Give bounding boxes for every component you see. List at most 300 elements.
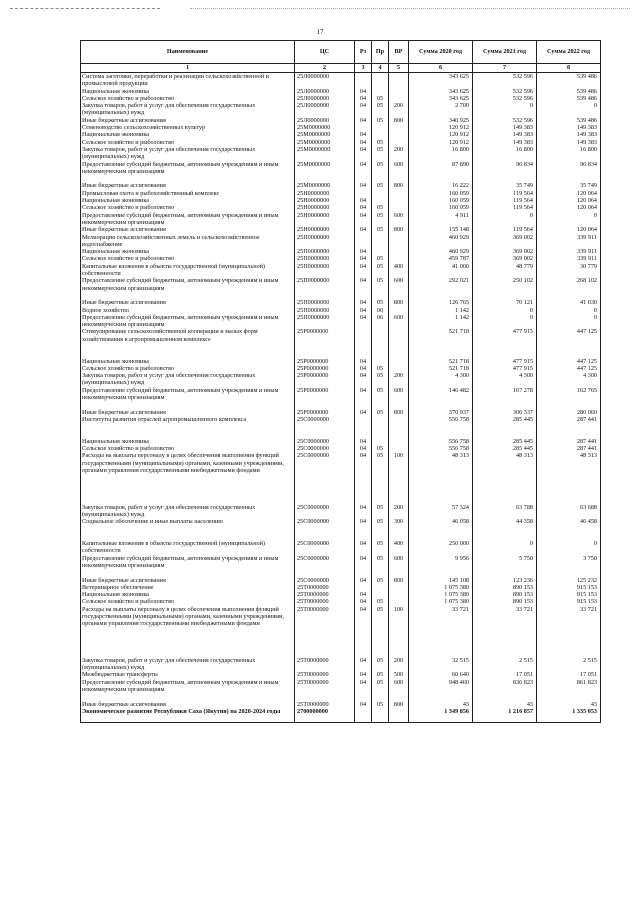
row-sum-2020: 1 075 380 (409, 584, 473, 591)
row-subsection: 05 (372, 117, 389, 124)
row-sum-2021: 369 002 (473, 255, 537, 262)
row-subsection: 05 (372, 598, 389, 605)
row-name: Сельское хозяйство и рыболовство (81, 95, 295, 102)
row-sum-2021: 836 823 (473, 679, 537, 701)
row-sum-2021: 70 121 (473, 299, 537, 306)
row-sum-2022: 447 125 (537, 328, 601, 357)
row-subsection: 05 (372, 657, 389, 672)
row-sum-2022: 268 102 (537, 277, 601, 299)
table-row (81, 234, 601, 249)
row-target-article: 25Т0000000 (295, 584, 355, 591)
row-sum-2020: 521 718 (409, 358, 473, 365)
table-row (81, 671, 601, 678)
row-expense-type: 300 (389, 518, 409, 540)
row-sum-2022: 447 125 (537, 358, 601, 365)
row-section: 04 (355, 95, 372, 102)
table-row (81, 540, 601, 555)
row-subsection: 05 (372, 146, 389, 161)
row-subsection: 05 (372, 518, 389, 540)
row-name: Предоставление субсидий бюджетным, автономным учреждениям и иным некоммерческим организациям (81, 212, 295, 227)
row-target-article: 25Т0000000 (295, 679, 355, 701)
row-name: Экономическое развитие Республики Саха (Якутия) на 2020-2024 годы (81, 708, 295, 723)
row-expense-type: 200 (389, 102, 409, 117)
row-name: Институты развития отраслей агропромышленного комплекса (81, 416, 295, 438)
table-row (81, 204, 601, 211)
row-sum-2020: 145 108 (409, 577, 473, 584)
row-name: Сельское хозяйство и рыболовство (81, 139, 295, 146)
row-name: Национальная экономика (81, 358, 295, 365)
row-target-article: 2700000000 (295, 708, 355, 723)
row-sum-2020: 16 222 (409, 182, 473, 189)
row-sum-2022: 287 441 (537, 438, 601, 445)
row-expense-type: 100 (389, 452, 409, 503)
row-sum-2022: 120 064 (537, 197, 601, 204)
row-expense-type: 600 (389, 161, 409, 183)
row-sum-2020: 556 758 (409, 416, 473, 438)
row-sum-2022: 280 060 (537, 409, 601, 416)
table-row (81, 263, 601, 278)
row-sum-2020: 32 515 (409, 657, 473, 672)
row-name: Расходы на выплаты персоналу в целях обеспечения выполнения функций государственными (муниципальными) органами, казенными учреждениями, органами управления государственными внебюджетными фондами (81, 606, 295, 657)
row-target-article: 25П0000000 (295, 277, 355, 299)
row-sum-2020: 1 075 380 (409, 591, 473, 598)
row-sum-2022: 125 232 (537, 577, 601, 584)
top-rule-right (190, 8, 630, 9)
row-section (355, 234, 372, 249)
row-section: 04 (355, 452, 372, 503)
row-sum-2020: 370 937 (409, 409, 473, 416)
row-expense-type: 400 (389, 263, 409, 278)
row-sum-2021: 63 788 (473, 504, 537, 519)
row-target-article: 25Р0000000 (295, 328, 355, 357)
column-number: 2 (295, 64, 355, 73)
row-expense-type: 600 (389, 387, 409, 409)
row-section: 04 (355, 263, 372, 278)
row-target-article: 25С0000000 (295, 504, 355, 519)
row-target-article: 25М0000000 (295, 161, 355, 183)
row-sum-2021: 0 (473, 307, 537, 314)
row-sum-2021: 890 153 (473, 598, 537, 605)
row-name: Национальная экономика (81, 197, 295, 204)
table-row (81, 657, 601, 672)
row-section: 04 (355, 146, 372, 161)
row-name: Сельское хозяйство и рыболовство (81, 598, 295, 605)
row-sum-2021: 0 (473, 102, 537, 117)
row-section: 04 (355, 679, 372, 701)
row-sum-2022: 539 486 (537, 88, 601, 95)
row-expense-type (389, 255, 409, 262)
row-expense-type: 600 (389, 277, 409, 299)
row-name: Мелиорация сельскохозяйственных земель и сельскохозяйственное водоснабжение (81, 234, 295, 249)
row-section (355, 190, 372, 197)
column-number: 1 (81, 64, 295, 73)
row-sum-2021: 532 596 (473, 95, 537, 102)
row-section: 04 (355, 88, 372, 95)
table-header-row (81, 41, 601, 64)
row-sum-2021: 119 564 (473, 197, 537, 204)
row-sum-2020: 460 929 (409, 234, 473, 249)
row-section: 04 (355, 657, 372, 672)
row-name: Национальная экономика (81, 591, 295, 598)
row-section: 04 (355, 438, 372, 445)
row-sum-2021: 149 383 (473, 131, 537, 138)
row-sum-2021: 96 834 (473, 161, 537, 183)
table-row (81, 438, 601, 445)
row-subsection: 06 (372, 307, 389, 314)
table-row (81, 584, 601, 591)
row-sum-2022: 339 911 (537, 248, 601, 255)
row-subsection: 05 (372, 671, 389, 678)
row-sum-2021: 477 915 (473, 365, 537, 372)
row-section (355, 584, 372, 591)
row-sum-2020: 160 059 (409, 204, 473, 211)
row-expense-type (389, 438, 409, 445)
row-subsection: 05 (372, 606, 389, 657)
row-sum-2021: 285 445 (473, 438, 537, 445)
row-section: 04 (355, 365, 372, 372)
table-row (81, 314, 601, 329)
row-section: 04 (355, 372, 372, 387)
row-sum-2022: 120 064 (537, 226, 601, 233)
row-sum-2020: 343 625 (409, 88, 473, 95)
row-sum-2022: 287 441 (537, 445, 601, 452)
row-name: Закупка товаров, работ и услуг для обеспечения государственных (муниципальных) нужд (81, 657, 295, 672)
row-name: Закупка товаров, работ и услуг для обеспечения государственных (муниципальных) нужд (81, 372, 295, 387)
row-expense-type: 800 (389, 577, 409, 584)
row-target-article: 25М0000000 (295, 146, 355, 161)
row-name: Сельское хозяйство и рыболовство (81, 204, 295, 211)
row-target-article: 25Т0000000 (295, 657, 355, 672)
table-row (81, 182, 601, 189)
row-sum-2022: 41 030 (537, 299, 601, 306)
row-sum-2020: 521 718 (409, 328, 473, 357)
row-sum-2022: 120 064 (537, 190, 601, 197)
row-target-article: 25П0000000 (295, 255, 355, 262)
row-name: Межбюджетные трансферты (81, 671, 295, 678)
row-expense-type: 800 (389, 299, 409, 306)
row-target-article: 25Р0000000 (295, 387, 355, 409)
row-sum-2021: 477 915 (473, 358, 537, 365)
row-name: Сельское хозяйство и рыболовство (81, 445, 295, 452)
row-section: 04 (355, 701, 372, 708)
row-target-article: 25С0000000 (295, 445, 355, 452)
column-number: 7 (473, 64, 537, 73)
row-sum-2020: 120 912 (409, 131, 473, 138)
row-sum-2021: 1 216 857 (473, 708, 537, 723)
row-subsection (372, 197, 389, 204)
table-row (81, 146, 601, 161)
table-row (81, 577, 601, 584)
row-sum-2020: 60 640 (409, 671, 473, 678)
column-number: 6 (409, 64, 473, 73)
row-section: 04 (355, 131, 372, 138)
row-sum-2020: 43 (409, 701, 473, 708)
row-sum-2021: 306 337 (473, 409, 537, 416)
table-column-numbers-row (81, 64, 601, 73)
row-target-article: 25С0000000 (295, 518, 355, 540)
table-row (81, 387, 601, 409)
row-subsection: 05 (372, 299, 389, 306)
budget-table (80, 40, 601, 723)
row-sum-2021: 33 721 (473, 606, 537, 657)
row-name: Капитальные вложения в объекты государственной (муниципальной) собственности (81, 540, 295, 555)
row-subsection: 05 (372, 555, 389, 577)
row-sum-2020: 948 460 (409, 679, 473, 701)
row-expense-type (389, 197, 409, 204)
row-name: Предоставление субсидий бюджетным, автономным учреждениям и иным некоммерческим организациям (81, 555, 295, 577)
row-subsection: 05 (372, 204, 389, 211)
row-name: Национальная экономика (81, 88, 295, 95)
row-section: 04 (355, 248, 372, 255)
row-subsection (372, 131, 389, 138)
row-subsection: 05 (372, 577, 389, 584)
header-pr: Пр (372, 41, 389, 64)
row-sum-2022: 30 779 (537, 263, 601, 278)
row-name: Предоставление субсидий бюджетным, автономным учреждениям и иным некоммерческим организациям (81, 161, 295, 183)
table-row (81, 255, 601, 262)
row-sum-2021: 119 564 (473, 190, 537, 197)
row-name: Семеноводство сельскохозяйственных культур (81, 124, 295, 131)
row-sum-2021: 0 (473, 314, 537, 329)
column-number: 8 (537, 64, 601, 73)
row-subsection: 05 (372, 102, 389, 117)
row-subsection: 05 (372, 263, 389, 278)
row-target-article: 25Л0000000 (295, 95, 355, 102)
row-subsection (372, 234, 389, 249)
row-sum-2022: 4 300 (537, 372, 601, 387)
table-body (81, 73, 601, 723)
row-subsection: 05 (372, 365, 389, 372)
row-target-article: 25Н0000000 (295, 197, 355, 204)
row-sum-2022: 539 486 (537, 117, 601, 124)
row-sum-2020: 4 300 (409, 372, 473, 387)
row-target-article: 25С0000000 (295, 555, 355, 577)
header-cs: ЦС (295, 41, 355, 64)
row-sum-2020: 87 890 (409, 161, 473, 183)
table-row (81, 708, 601, 723)
row-target-article: 25М0000000 (295, 131, 355, 138)
row-expense-type: 800 (389, 182, 409, 189)
row-subsection (372, 73, 389, 88)
table-row (81, 226, 601, 233)
table-row (81, 277, 601, 299)
row-name: Иные бюджетные ассигнования (81, 226, 295, 233)
row-sum-2021: 2 515 (473, 657, 537, 672)
row-section: 04 (355, 598, 372, 605)
row-sum-2022: 0 (537, 212, 601, 227)
row-sum-2020: 33 721 (409, 606, 473, 657)
row-expense-type (389, 358, 409, 365)
table-row (81, 555, 601, 577)
table-row (81, 88, 601, 95)
top-rule-left (10, 8, 160, 9)
row-subsection: 05 (372, 409, 389, 416)
table-row (81, 598, 601, 605)
row-target-article: 25Р0000000 (295, 409, 355, 416)
header-vr: ВР (389, 41, 409, 64)
row-sum-2022: 162 765 (537, 387, 601, 409)
row-subsection: 05 (372, 372, 389, 387)
table-row (81, 365, 601, 372)
row-expense-type (389, 416, 409, 438)
row-target-article: 25Н0000000 (295, 190, 355, 197)
header-sum-2022: Сумма 2022 год (537, 41, 601, 64)
table-row (81, 299, 601, 306)
row-sum-2022: 33 721 (537, 606, 601, 657)
row-section: 04 (355, 409, 372, 416)
row-target-article: 25П0000000 (295, 234, 355, 249)
row-expense-type (389, 591, 409, 598)
table-row (81, 102, 601, 117)
row-sum-2021: 0 (473, 212, 537, 227)
row-sum-2022: 0 (537, 540, 601, 555)
row-sum-2022: 43 (537, 701, 601, 708)
row-sum-2020: 120 912 (409, 124, 473, 131)
table-row (81, 95, 601, 102)
row-name: Закупка товаров, работ и услуг для обеспечения государственных (муниципальных) нужд (81, 504, 295, 519)
row-name: Расходы на выплаты персоналу в целях обеспечения выполнения функций государственными (муниципальными) органами, казенными учреждениями, органами управления государственными внебюджетными фондами (81, 452, 295, 503)
row-subsection: 05 (372, 277, 389, 299)
row-sum-2022: 861 823 (537, 679, 601, 701)
row-target-article: 25Л0000000 (295, 102, 355, 117)
row-expense-type: 600 (389, 679, 409, 701)
row-name: Стимулирование сельскохозяйственной кооперации и малых форм хозяйствования в агропромышленном комплексе (81, 328, 295, 357)
row-expense-type: 800 (389, 226, 409, 233)
row-target-article: 25Н0000000 (295, 204, 355, 211)
row-expense-type (389, 234, 409, 249)
row-expense-type (389, 328, 409, 357)
row-section: 04 (355, 182, 372, 189)
header-name: Наименование (81, 41, 295, 64)
row-expense-type (389, 584, 409, 591)
table-row (81, 679, 601, 701)
row-expense-type: 200 (389, 372, 409, 387)
row-sum-2020: 126 765 (409, 299, 473, 306)
row-name: Национальная экономика (81, 248, 295, 255)
row-sum-2022: 120 064 (537, 204, 601, 211)
row-subsection (372, 248, 389, 255)
table-row (81, 591, 601, 598)
row-expense-type: 200 (389, 657, 409, 672)
header-sum-2021: Сумма 2021 год (473, 41, 537, 64)
row-sum-2022: 3 750 (537, 555, 601, 577)
row-name: Закупка товаров, работ и услуг для обеспечения государственных (муниципальных) нужд (81, 146, 295, 161)
row-expense-type: 800 (389, 701, 409, 708)
row-subsection: 05 (372, 387, 389, 409)
row-sum-2022: 539 486 (537, 73, 601, 88)
row-sum-2021: 16 800 (473, 146, 537, 161)
row-sum-2020: 250 000 (409, 540, 473, 555)
table-row (81, 197, 601, 204)
row-sum-2020: 460 929 (409, 248, 473, 255)
column-number: 4 (372, 64, 389, 73)
row-subsection: 05 (372, 679, 389, 701)
row-sum-2022: 46 458 (537, 518, 601, 540)
row-expense-type (389, 307, 409, 314)
row-sum-2021: 48 313 (473, 452, 537, 503)
row-sum-2022: 287 441 (537, 416, 601, 438)
row-sum-2020: 1 349 856 (409, 708, 473, 723)
row-subsection (372, 88, 389, 95)
table-row (81, 358, 601, 365)
row-section: 04 (355, 102, 372, 117)
column-number: 3 (355, 64, 372, 73)
row-target-article: 25С0000000 (295, 438, 355, 445)
row-section (355, 328, 372, 357)
row-sum-2020: 120 912 (409, 139, 473, 146)
row-subsection: 06 (372, 314, 389, 329)
row-sum-2021: 167 278 (473, 387, 537, 409)
row-expense-type: 600 (389, 555, 409, 577)
row-sum-2021: 532 596 (473, 117, 537, 124)
row-name: Закупка товаров, работ и услуг для обеспечения государственных (муниципальных) нужд (81, 102, 295, 117)
row-target-article: 25Т0000000 (295, 671, 355, 678)
row-sum-2022: 0 (537, 102, 601, 117)
row-target-article: 25Т0000000 (295, 606, 355, 657)
row-target-article: 25П0000000 (295, 307, 355, 314)
row-sum-2021: 44 358 (473, 518, 537, 540)
row-sum-2020: 343 625 (409, 95, 473, 102)
row-expense-type: 600 (389, 212, 409, 227)
row-target-article: 25М0000000 (295, 182, 355, 189)
row-section: 04 (355, 117, 372, 124)
table-row (81, 307, 601, 314)
row-section: 04 (355, 139, 372, 146)
row-section: 04 (355, 204, 372, 211)
row-sum-2022: 915 153 (537, 591, 601, 598)
page-number: 17 (316, 28, 324, 36)
row-expense-type: 800 (389, 409, 409, 416)
row-section: 04 (355, 504, 372, 519)
row-subsection (372, 416, 389, 438)
row-sum-2021: 532 596 (473, 73, 537, 88)
row-sum-2021: 119 564 (473, 226, 537, 233)
row-section: 04 (355, 518, 372, 540)
row-subsection: 05 (372, 504, 389, 519)
row-name: Иные бюджетные ассигнования (81, 299, 295, 306)
row-expense-type (389, 139, 409, 146)
row-target-article: 25С0000000 (295, 577, 355, 584)
row-name: Сельское хозяйство и рыболовство (81, 365, 295, 372)
row-sum-2022: 447 125 (537, 365, 601, 372)
row-target-article: 25Р0000000 (295, 372, 355, 387)
table-row (81, 416, 601, 438)
row-sum-2022: 1 335 053 (537, 708, 601, 723)
row-target-article: 25Н0000000 (295, 212, 355, 227)
row-expense-type (389, 445, 409, 452)
row-section: 04 (355, 445, 372, 452)
row-subsection (372, 708, 389, 723)
row-subsection (372, 438, 389, 445)
row-section: 04 (355, 197, 372, 204)
row-section: 04 (355, 299, 372, 306)
row-sum-2020: 2 700 (409, 102, 473, 117)
row-target-article: 25С0000000 (295, 416, 355, 438)
row-sum-2021: 369 002 (473, 248, 537, 255)
row-name: Предоставление субсидий бюджетным, автономным учреждениям и иным некоммерческим организациям (81, 277, 295, 299)
row-expense-type (389, 124, 409, 131)
row-subsection (372, 190, 389, 197)
row-name: Национальная экономика (81, 131, 295, 138)
row-subsection: 05 (372, 161, 389, 183)
row-sum-2020: 1 075 380 (409, 598, 473, 605)
row-expense-type (389, 365, 409, 372)
table-row (81, 190, 601, 197)
row-expense-type: 800 (389, 117, 409, 124)
row-section (355, 124, 372, 131)
row-target-article: 25Н0000000 (295, 226, 355, 233)
row-subsection: 05 (372, 452, 389, 503)
